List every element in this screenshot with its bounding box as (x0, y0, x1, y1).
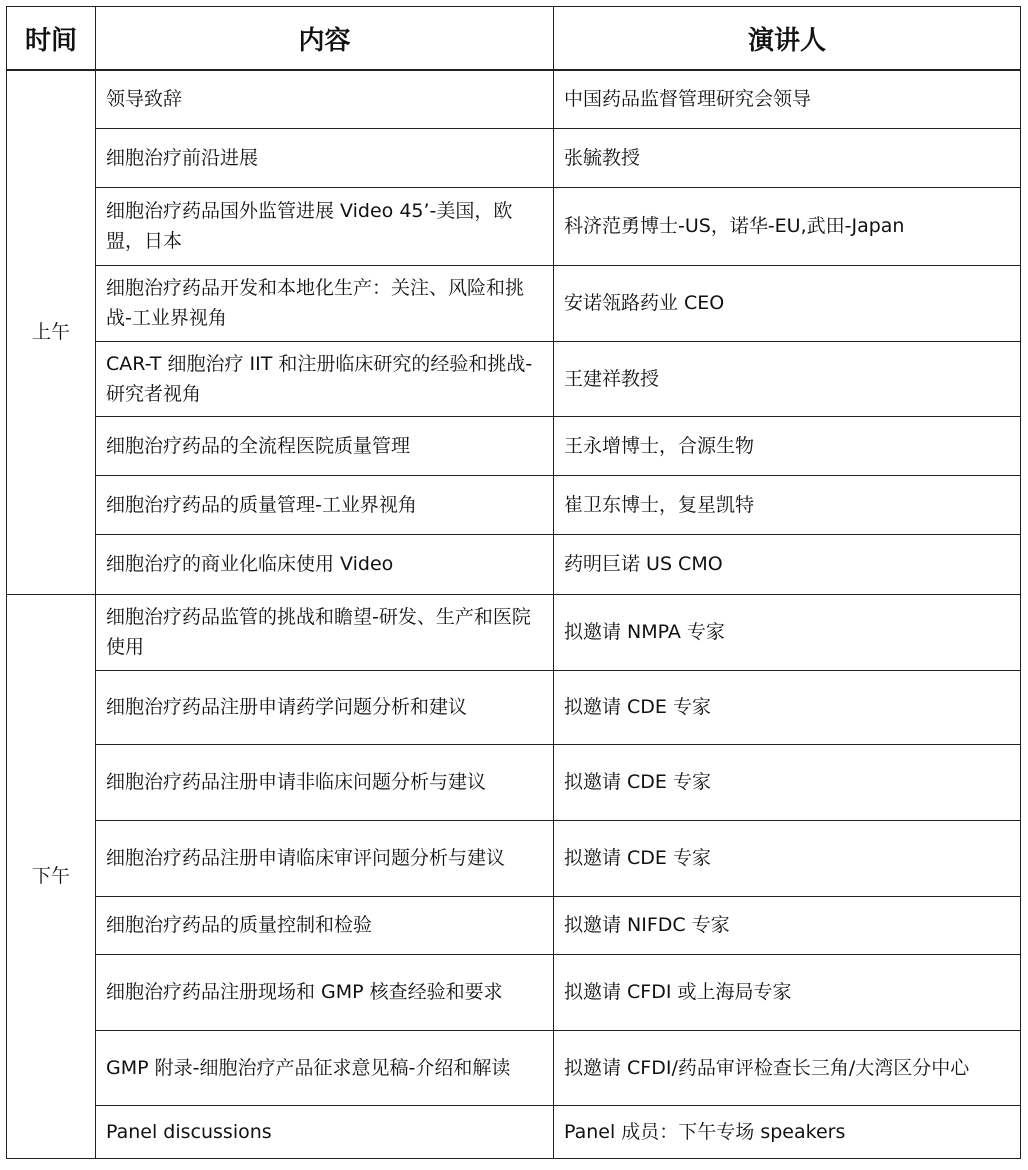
table-row (7, 265, 1021, 341)
period-cell-morning: 上午 (7, 70, 96, 594)
content-cell: 细胞治疗药品注册申请非临床问题分析与建议 (96, 744, 554, 820)
speaker-cell: 拟邀请 NMPA 专家 (554, 594, 1021, 670)
header-speaker: 演讲人 (554, 7, 1021, 71)
agenda-table (6, 6, 1021, 1159)
speaker-cell: 拟邀请 CFDI 或上海局专家 (554, 954, 1021, 1030)
content-cell: 细胞治疗药品监管的挑战和瞻望-研发、生产和医院使用 (96, 594, 554, 670)
content-cell: 细胞治疗药品的质量控制和检验 (96, 896, 554, 954)
content-cell: 细胞治疗药品的全流程医院质量管理 (96, 416, 554, 475)
content-cell: 细胞治疗药品注册申请临床审评问题分析与建议 (96, 820, 554, 896)
speaker-cell: 拟邀请 CDE 专家 (554, 670, 1021, 744)
table-row (7, 1030, 1021, 1105)
speaker-cell: 拟邀请 CDE 专家 (554, 744, 1021, 820)
speaker-cell: 王永增博士，合源生物 (554, 416, 1021, 475)
table-row (7, 954, 1021, 1030)
content-cell: 细胞治疗的商业化临床使用 Video (96, 534, 554, 594)
speaker-cell: 张毓教授 (554, 128, 1021, 187)
speaker-cell: 科济范勇博士-US，诺华-EU,武田-Japan (554, 187, 1021, 265)
speaker-cell: 拟邀请 CFDI/药品审评检查长三角/大湾区分中心 (554, 1030, 1021, 1105)
table-row (7, 416, 1021, 475)
content-cell: 细胞治疗药品的质量管理-工业界视角 (96, 475, 554, 534)
header-time: 时间 (7, 7, 96, 71)
table-row (7, 128, 1021, 187)
content-cell: 领导致辞 (96, 70, 554, 128)
content-cell: 细胞治疗前沿进展 (96, 128, 554, 187)
table-row (7, 670, 1021, 744)
table-row (7, 341, 1021, 416)
header-row (7, 7, 1021, 71)
table-row (7, 187, 1021, 265)
header-content: 内容 (96, 7, 554, 71)
content-cell: 细胞治疗药品注册现场和 GMP 核查经验和要求 (96, 954, 554, 1030)
table-row (7, 70, 1021, 128)
speaker-cell: Panel 成员：下午专场 speakers (554, 1105, 1021, 1158)
content-cell: Panel discussions (96, 1105, 554, 1158)
speaker-cell: 崔卫东博士，复星凯特 (554, 475, 1021, 534)
table-row (7, 744, 1021, 820)
speaker-cell: 拟邀请 CDE 专家 (554, 820, 1021, 896)
speaker-cell: 中国药品监督管理研究会领导 (554, 70, 1021, 128)
table-row (7, 594, 1021, 670)
table-row (7, 534, 1021, 594)
content-cell: 细胞治疗药品注册申请药学问题分析和建议 (96, 670, 554, 744)
table-row (7, 896, 1021, 954)
period-cell-afternoon: 下午 (7, 594, 96, 1158)
speaker-cell: 安诺瓴路药业 CEO (554, 265, 1021, 341)
content-cell: GMP 附录-细胞治疗产品征求意见稿-介绍和解读 (96, 1030, 554, 1105)
speaker-cell: 王建祥教授 (554, 341, 1021, 416)
table-row (7, 1105, 1021, 1158)
content-cell: CAR-T 细胞治疗 IIT 和注册临床研究的经验和挑战-研究者视角 (96, 341, 554, 416)
table-row (7, 820, 1021, 896)
speaker-cell: 药明巨诺 US CMO (554, 534, 1021, 594)
table-row (7, 475, 1021, 534)
content-cell: 细胞治疗药品开发和本地化生产：关注、风险和挑战-工业界视角 (96, 265, 554, 341)
speaker-cell: 拟邀请 NIFDC 专家 (554, 896, 1021, 954)
content-cell: 细胞治疗药品国外监管进展 Video 45’-美国，欧盟，日本 (96, 187, 554, 265)
